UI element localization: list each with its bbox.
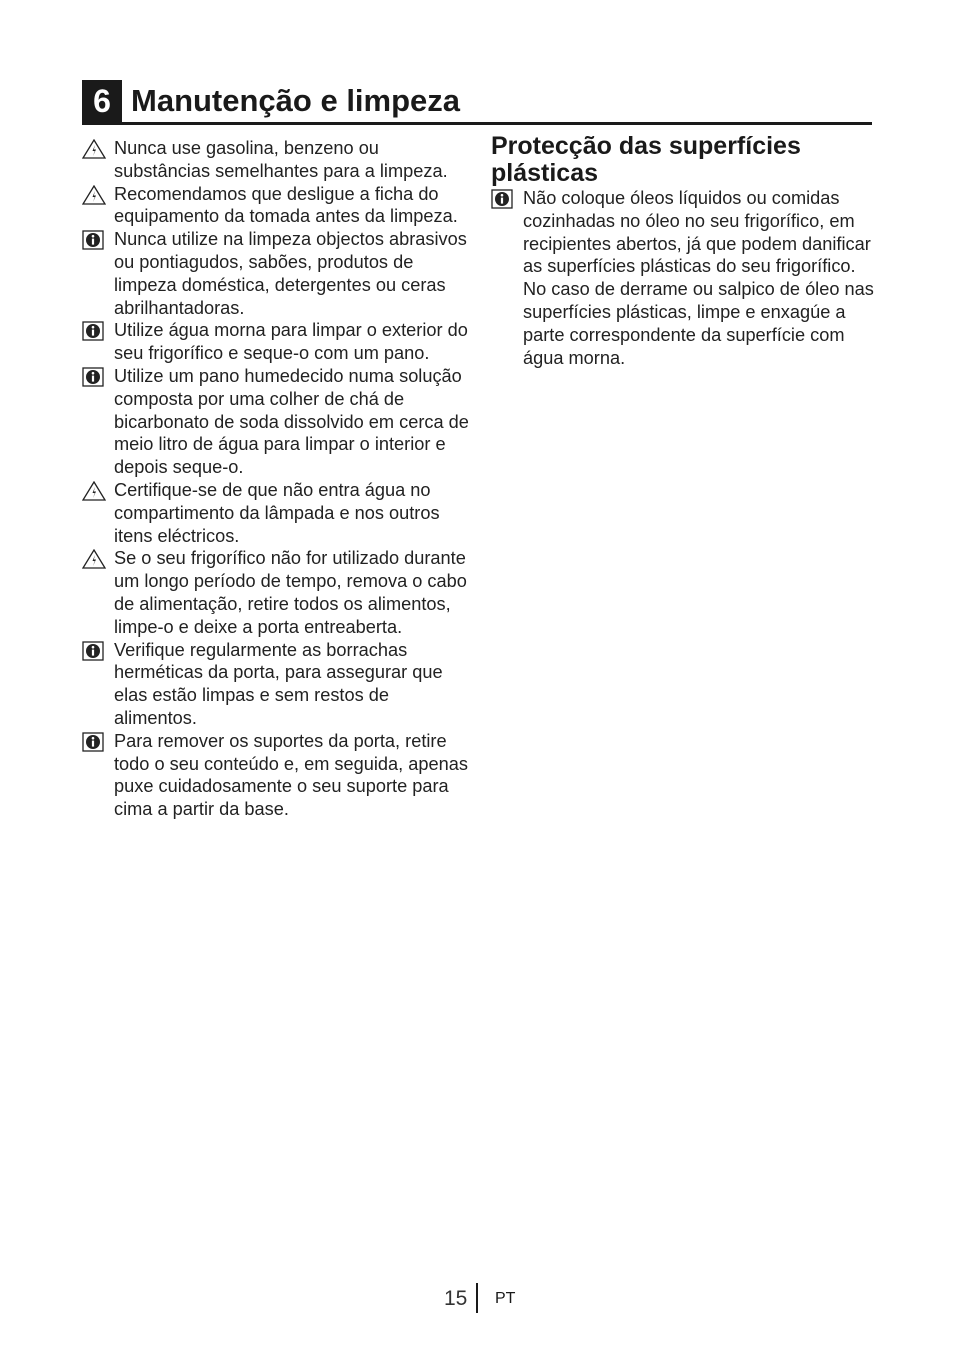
info-icon [82, 228, 114, 252]
item-text: Utilize um pano humedecido numa solução composta por uma colher de chá de bicarbonato de soda dissolvido em cerca de meio litro de água para limpar o interior e depois seque-o. [114, 365, 469, 478]
list-item [82, 365, 472, 479]
chapter-number: 6 [82, 80, 122, 122]
item-text: Recomendamos que desligue a ficha do equipamento da tomada antes da limpeza. [114, 183, 458, 227]
warning-icon [82, 547, 114, 571]
language-code: PT [495, 1290, 516, 1307]
item-text: Se o seu frigorífico não for utilizado durante um longo período de tempo, remova o cabo de alimentação, retire todos os alimentos, limpe-o e deixe a porta entreaberta. [114, 548, 467, 637]
list-item [82, 730, 472, 821]
list-item [82, 479, 472, 547]
list-item [82, 183, 472, 229]
list-item [82, 228, 472, 319]
info-icon [82, 639, 114, 663]
list-item [82, 319, 472, 365]
chapter-title: Manutenção e limpeza [131, 83, 461, 118]
info-icon [82, 319, 114, 343]
footer-divider [476, 1283, 478, 1313]
list-item [491, 187, 881, 369]
warning-icon [82, 479, 114, 503]
item-text: Verifique regularmente as borrachas herméticas da porta, para assegurar que elas estão limpas e sem restos de alimentos. [114, 639, 443, 728]
list-item [82, 547, 472, 638]
item-text: Utilize água morna para limpar o exterior do seu frigorífico e seque-o com um pano. [114, 320, 468, 364]
left-column [82, 137, 472, 821]
info-icon [82, 365, 114, 389]
section-title: Protecção das superfícies plásticas [491, 132, 801, 187]
info-icon [82, 730, 114, 754]
page-footer [0, 1283, 954, 1315]
item-text: Nunca use gasolina, benzeno ou substâncias semelhantes para a limpeza. [114, 138, 448, 181]
item-text: Nunca utilize na limpeza objectos abrasivos ou pontiagudos, sabões, produtos de limpeza doméstica, detergentes ou ceras abrilhantadoras. [114, 229, 467, 318]
warning-icon [82, 183, 114, 207]
info-icon [491, 187, 523, 211]
right-column [491, 133, 881, 369]
list-item [82, 639, 472, 730]
chapter-header [82, 80, 872, 125]
list-item [82, 137, 472, 183]
warning-icon [82, 137, 114, 161]
item-text: Para remover os suportes da porta, retire todo o seu conteúdo e, em seguida, apenas puxe cuidadosamente o seu suporte para cima a partir da base. [114, 730, 468, 820]
page-number: 15 [444, 1287, 468, 1310]
item-text: Não coloque óleos líquidos ou comidas cozinhadas no óleo no seu frigorífico, em recipientes abertos, já que podem danificar as superfícies plásticas do seu frigorífico. No caso de derrame ou salpico de óleo nas superfícies plásticas, limpe e enxagúe a parte correspondente da superfície com água morna. [523, 188, 874, 368]
item-text: Certifique-se de que não entra água no compartimento da lâmpada e nos outros itens eléctricos. [114, 479, 440, 546]
